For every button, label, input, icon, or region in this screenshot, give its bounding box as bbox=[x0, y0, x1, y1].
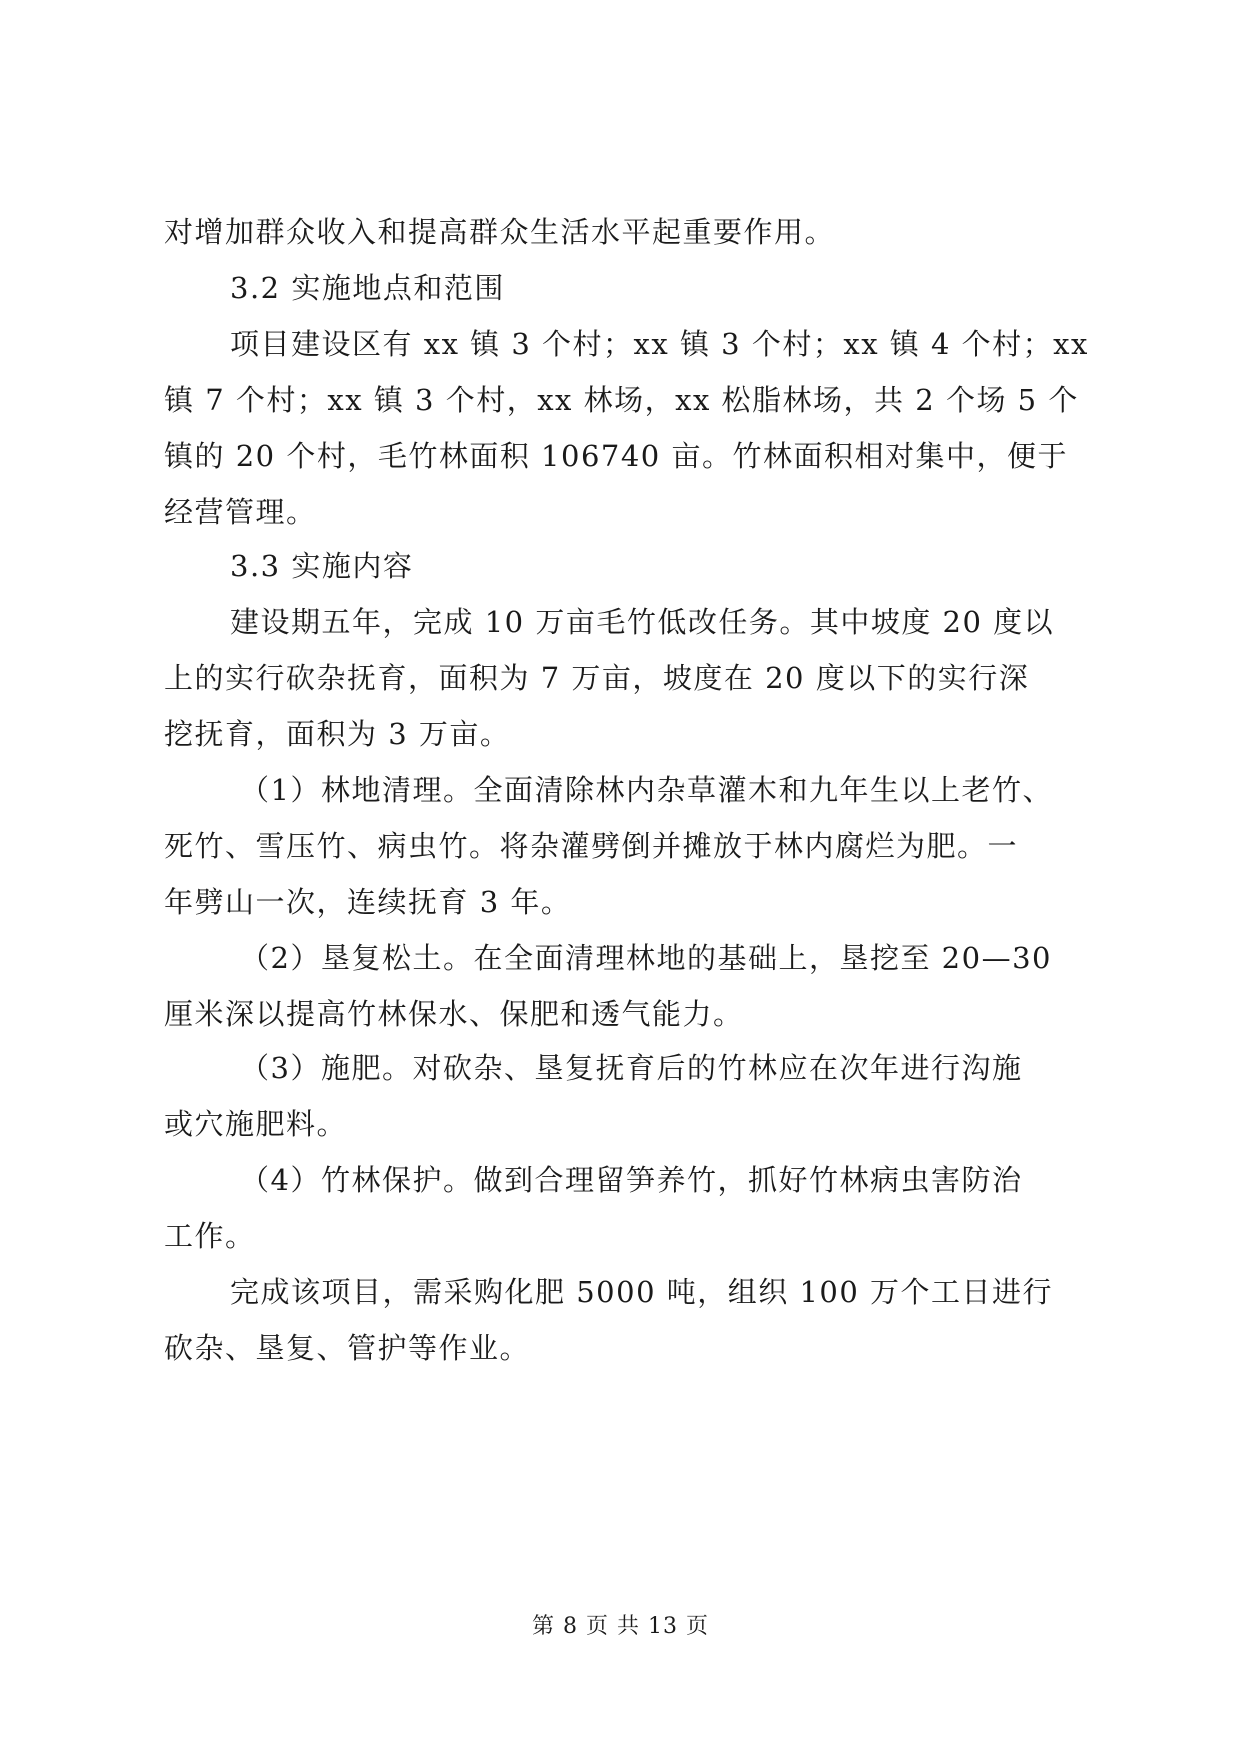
paragraph-line: 年劈山一次，连续抚育 3 年。 bbox=[164, 885, 572, 919]
paragraph-line: （2）垦复松土。在全面清理林地的基础上，垦挖至 20—30 bbox=[240, 941, 1052, 975]
section-heading: 3.2 实施地点和范围 bbox=[230, 271, 505, 305]
paragraph-line: 镇的 20 个村，毛竹林面积 106740 亩。竹林面积相对集中，便于 bbox=[164, 439, 1068, 473]
paragraph-line: 建设期五年，完成 10 万亩毛竹低改任务。其中坡度 20 度以 bbox=[230, 605, 1055, 639]
paragraph-line: 经营管理。 bbox=[164, 495, 317, 529]
paragraph-line: （1）林地清理。全面清除林内杂草灌木和九年生以上老竹、 bbox=[240, 773, 1053, 807]
paragraph-line: 挖抚育，面积为 3 万亩。 bbox=[164, 717, 511, 751]
page-number-footer: 第 8 页 共 13 页 bbox=[532, 1614, 709, 1639]
paragraph-line: 工作。 bbox=[164, 1219, 256, 1253]
paragraph-line: 对增加群众收入和提高群众生活水平起重要作用。 bbox=[164, 215, 836, 249]
paragraph-line: 镇 7 个村；xx 镇 3 个村，xx 林场，xx 松脂林场，共 2 个场 5 个 bbox=[164, 383, 1079, 417]
paragraph-line: 厘米深以提高竹林保水、保肥和透气能力。 bbox=[164, 997, 744, 1031]
paragraph-line: 或穴施肥料。 bbox=[164, 1107, 348, 1141]
paragraph-line: 项目建设区有 xx 镇 3 个村；xx 镇 3 个村；xx 镇 4 个村；xx bbox=[230, 327, 1089, 361]
paragraph-line: （4）竹林保护。做到合理留笋养竹，抓好竹林病虫害防治 bbox=[240, 1163, 1023, 1197]
paragraph-line: 上的实行砍杂抚育，面积为 7 万亩，坡度在 20 度以下的实行深 bbox=[164, 661, 1030, 695]
paragraph-line: （3）施肥。对砍杂、垦复抚育后的竹林应在次年进行沟施 bbox=[240, 1051, 1023, 1085]
section-heading: 3.3 实施内容 bbox=[230, 549, 414, 583]
paragraph-line: 完成该项目，需采购化肥 5000 吨，组织 100 万个工日进行 bbox=[230, 1275, 1054, 1309]
paragraph-line: 死竹、雪压竹、病虫竹。将杂灌劈倒并摊放于林内腐烂为肥。一 bbox=[164, 829, 1019, 863]
paragraph-line: 砍杂、垦复、管护等作业。 bbox=[164, 1331, 531, 1365]
